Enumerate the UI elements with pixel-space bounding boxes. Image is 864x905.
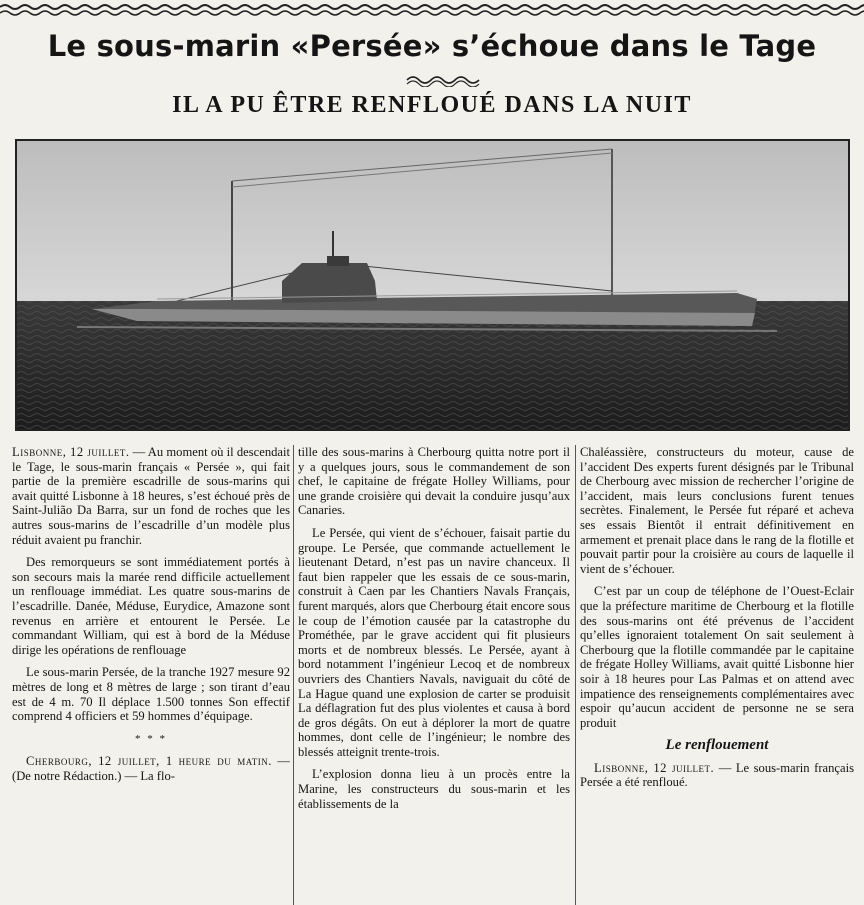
column-divider: [293, 445, 294, 905]
column-divider: [575, 445, 576, 905]
top-wavy-rule: [0, 0, 864, 26]
paragraph: [12, 445, 290, 547]
headline: Le sous-marin «Persée» s’échoue dans le Tage: [47, 29, 817, 63]
paragraph: Des remorqueurs se sont immédiatement portés à son secours mais la marée rend difficile actuellement un renflouage immédiat. Les quatre sous-marins de l’escadrille. Danée, Méduse, Eurydice, Amazone sont revenus en arrière et entourent le Persée. Le commandant William, qui est à bord de la Méduse dirige les opérations de renflouage: [12, 555, 290, 657]
decorative-squiggle: [405, 73, 485, 87]
paragraph: Le sous-marin Persée, de la tranche 1927 mesure 92 mètres de long et 8 mètres de large ; son tirant d’eau est de 4 m. 70 Il déplace 1.500 tonnes Son effectif comprend 4 officiers et 59 hommes d’équipage.: [12, 665, 290, 724]
article-column-3: [580, 445, 854, 905]
paragraph: Chaléassière, constructeurs du moteur, cause de l’accident Des experts furent désignés par le Tribunal de Cherbourg avec mission de rechercher l’origine de l’accident, mais leurs conclusions furent tenues secrètes. Finalement, le Persée fut réparé et acheva ses essais Bientôt il entrait définitivement en armement et prenait place dans le rang de la flotille et pouvait partir pour la croisière au cours de laquelle il vient de s’échouer.: [580, 445, 854, 576]
dateline: Lisbonne, 12 juillet.: [594, 760, 715, 775]
paragraph-text: — Au moment où il descendait le Tage, le sous-marin français « Persée », qui fait partie de la première escadrille de sous-marins qui avait quitté Lisbonne à 18 heures, s’est échoué près de Saint-Julião Da Barra, sur un fond de roches que les autres sous-marins de l’escadrille d’un modèle plus réduit avaient pu franchir.: [12, 445, 290, 547]
paragraph: C’est par un coup de téléphone de l’Ouest-Eclair que la préfecture maritime de Cherbourg et la flotille des sous-marins ont été prévenus de l’accident qu’elles ignoraient totalement On sait seulement à Cherbourg que la flotille commandée par le capitaine de frégate Holley Williams, avait quitté Lisbonne hier soir à 18 heures pour Las Palmas et on attend avec impatience des renseignements complémentaires avec espoir qu’aucun accident de personne ne se sera produit: [580, 584, 854, 730]
paragraph: [580, 761, 854, 790]
paragraph: tille des sous-marins à Cherbourg quitta notre port il y a quelques jours, sous le commandement de son chef, le capitaine de frégate Holley Williams, pour une grande croisière qui devait la conduire jusqu’aux Canaries.: [298, 445, 570, 518]
dateline: Cherbourg, 12 juillet, 1 heure du matin.: [26, 754, 272, 769]
section-stars: * * *: [135, 732, 167, 745]
paragraph: Le Persée, qui vient de s’échouer, faisait partie du groupe. Le Persée, que commande actuellement le lieutenant Detard, n’est pas un navire chanceux. Il faut bien rappeler que les essais de ce sous-marin, construit à Caen par les Chantiers Navals Français, furent marqués, alors que Cherbourg était encore sous le coup de l’émotion causée par la catastrophe du Prométhée, par le grave accident qui fit plusieurs morts et de nombreux blessés. Le Persée, ayant à bord notamment l’ingénieur Lecoq et de nombreux ouvriers des Chantiers Navals, naviguait du côté de La Hague quand une explosion de carter se produisit La déflagration fut des plus violentes et causa à bord de gros dégâts. On eut à déplorer la mort de quatre hommes, dont celle de l’ingénieur; le nombre des blessés atteignit trente-trois.: [298, 525, 570, 759]
paragraph-text: — Le sous-marin français Persée a été renfloué.: [580, 760, 854, 790]
submarine-photo: [15, 139, 850, 431]
subheadline: IL A PU ÊTRE RENFLOUÉ DANS LA NUIT: [172, 92, 692, 118]
paragraph: L’explosion donna lieu à un procès entre la Marine, les constructeurs du sous-marin et les établissements de la: [298, 767, 570, 811]
paragraph-text: — (De notre Rédaction.) — La flo-: [12, 754, 290, 783]
article-column-1: [12, 445, 290, 905]
submarine-photo-icon: [17, 141, 848, 429]
crosshead: Le renflouement: [665, 737, 769, 754]
article-column-2: [298, 445, 570, 905]
paragraph: [12, 754, 290, 783]
dateline: Lisbonne, 12 juillet.: [12, 445, 130, 459]
